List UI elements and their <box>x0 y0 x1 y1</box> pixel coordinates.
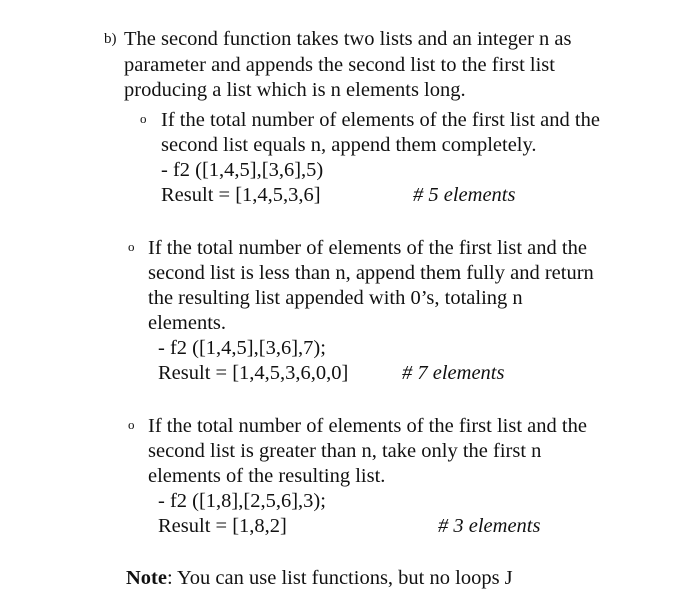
case3-result: Result = [1,8,2] <box>158 515 287 537</box>
case3-call: - f2 ([1,8],[2,5,6],3); <box>158 490 326 512</box>
case2-text-4: elements. <box>148 312 226 334</box>
case3-text-3: elements of the resulting list. <box>148 465 386 487</box>
bullet-icon: o <box>128 417 135 432</box>
note-text: : You can use list functions, but no loops J <box>166 567 513 589</box>
intro-line-3: producing a list which is n elements long. <box>124 79 466 101</box>
case2-text-1: If the total number of elements of the first list and the <box>148 237 587 259</box>
intro-line-1: The second function takes two lists and an integer n as <box>124 28 572 50</box>
case1-result: Result = [1,4,5,3,6] <box>161 184 321 206</box>
case2-call: - f2 ([1,4,5],[3,6],7); <box>158 337 326 359</box>
part-label: b) <box>104 31 117 47</box>
case3-text-1: If the total number of elements of the first list and the <box>148 415 587 437</box>
bullet-icon: o <box>128 239 135 254</box>
case2-comment: # 7 elements <box>402 362 505 384</box>
case2-text-3: the resulting list appended with 0’s, totaling n <box>148 287 523 309</box>
case1-text-2: second list equals n, append them completely. <box>161 134 537 156</box>
case1-call: - f2 ([1,4,5],[3,6],5) <box>161 159 324 181</box>
case1-comment: # 5 elements <box>413 184 516 206</box>
case2-text-2: second list is less than n, append them fully and return <box>148 262 594 284</box>
case1-text-1: If the total number of elements of the first list and the <box>161 109 600 131</box>
intro-line-2: parameter and appends the second list to the first list <box>124 54 555 76</box>
bullet-icon: o <box>140 111 147 126</box>
note <box>126 566 513 591</box>
note-label: Note <box>126 567 167 589</box>
case3-text-2: second list is greater than n, take only the first n <box>148 440 542 462</box>
case2-result: Result = [1,4,5,3,6,0,0] <box>158 362 349 384</box>
case3-comment: # 3 elements <box>438 515 541 537</box>
